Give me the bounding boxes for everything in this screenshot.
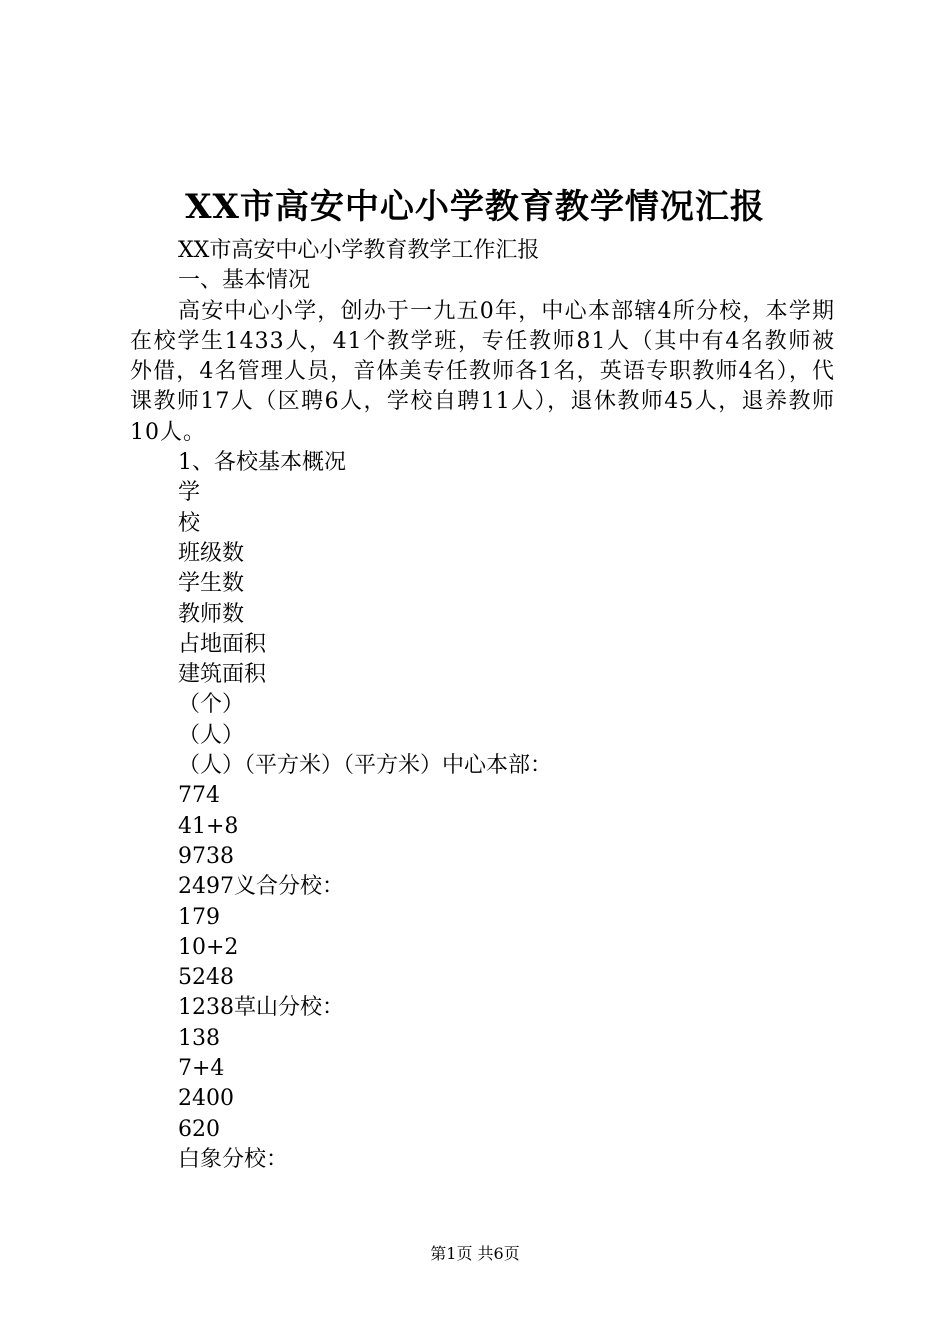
document-title: XX市高安中心小学教育教学情况汇报	[185, 187, 765, 227]
table-line: 2497义合分校：	[178, 874, 344, 900]
table-line: 5248	[178, 965, 234, 991]
table-line: 学	[178, 480, 201, 506]
page-footer: 第1页 共6页	[430, 1244, 520, 1263]
intro-paragraph: 高安中心小学，创办于一九五0年，中心本部辖4所分校，本学期在校学生1433人，41个教学班，专任教师81人（其中有4名教师被外借，4名管理人员，音体美专任教师各1名，英语专职教师4名），代课教师17人（区聘6人，学校自聘11人），退休教师45人，退养教师10人。	[130, 298, 835, 445]
table-line: 620	[178, 1116, 220, 1142]
table-line: 建筑面积	[178, 662, 267, 688]
document-body	[130, 236, 835, 1175]
table-line: 7+4	[178, 1056, 225, 1082]
table-line: （人）（平方米）（平方米）中心本部：	[178, 753, 553, 779]
table-line: 2400	[178, 1086, 234, 1112]
table-line: 班级数	[178, 540, 245, 566]
table-line: 41+8	[178, 813, 239, 839]
table-line: 774	[178, 783, 220, 809]
table-line: （人）	[178, 722, 245, 748]
subsection-heading: 1、各校基本概况	[178, 450, 346, 476]
table-line: 校	[178, 510, 201, 536]
table-line: 138	[178, 1025, 220, 1051]
table-line: 占地面积	[178, 631, 267, 657]
document-subtitle: XX市高安中心小学教育教学工作汇报	[178, 238, 540, 263]
table-line: 1238草山分校：	[178, 995, 344, 1021]
table-line: 10+2	[178, 934, 239, 960]
table-line: 学生数	[178, 571, 245, 597]
table-line: 9738	[178, 843, 234, 869]
table-line: 白象分校：	[178, 1146, 289, 1172]
table-line: 179	[178, 904, 220, 930]
section-heading: 一、基本情况	[178, 268, 311, 294]
table-line: 教师数	[178, 601, 245, 627]
table-line: （个）	[178, 692, 245, 718]
